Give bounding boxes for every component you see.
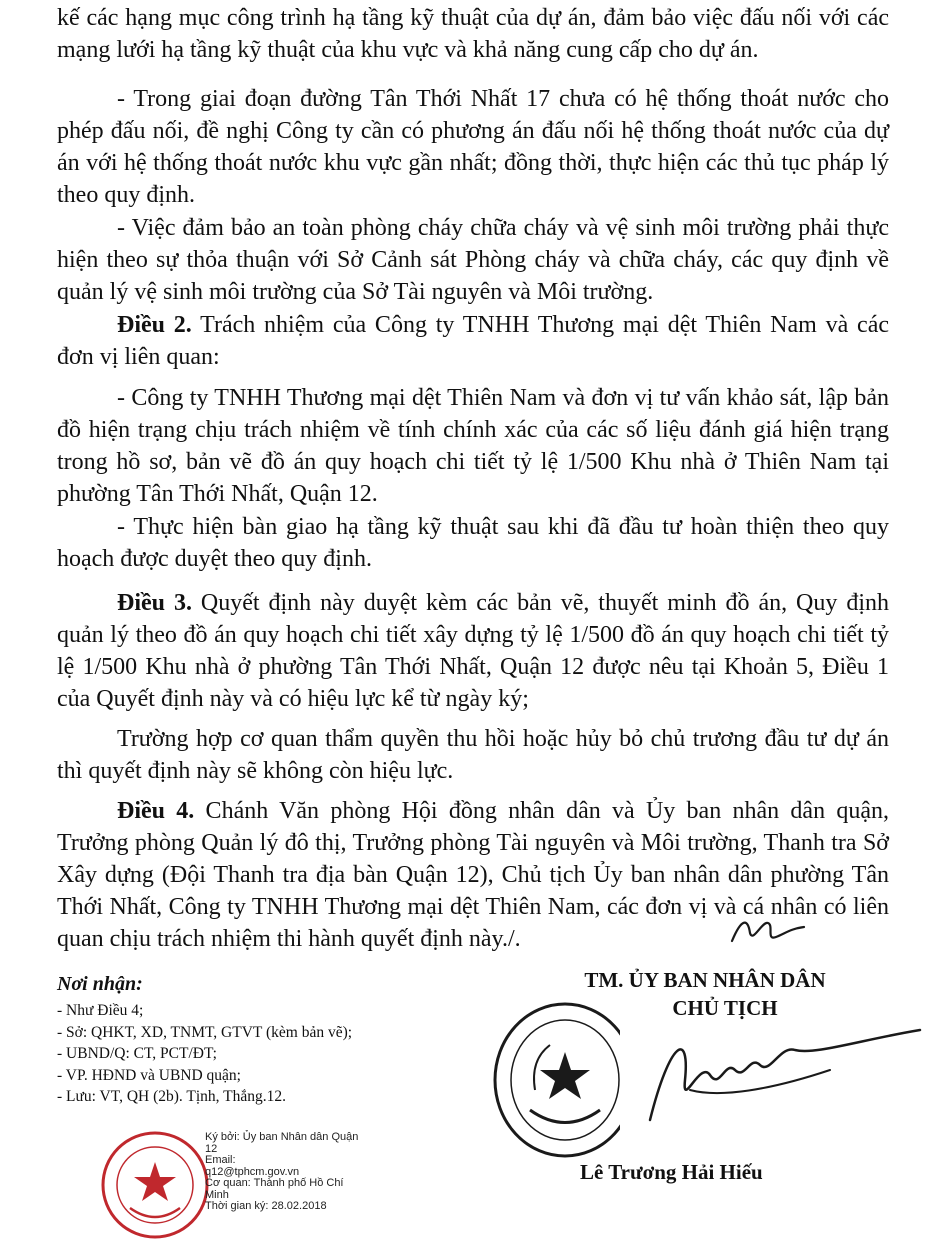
paragraph-fire-safety — [57, 212, 889, 308]
paragraph-text: Trách nhiệm của Công ty TNHH Thương mại dệt Thiên Nam và các đơn vị liên quan: — [57, 312, 889, 370]
signer-name: Lê Trương Hải Hiếu — [580, 1160, 763, 1184]
paragraph-text: Chánh Văn phòng Hội đồng nhân dân và Ủy ban nhân dân quận, Trưởng phòng Quản lý đô thị, Trưởng phòng Tài nguyên và Môi trường, Thanh tra Sở Xây dựng (Đội Thanh tra địa bàn Quận 12), Chủ tịch Ủy ban nhân dân phường Tân Thới Nhất, Công ty TNHH Thương mại dệt Thiên Nam, các đơn vị và cá nhân có liên quan chịu trách nhiệm thi hành quyết định này./. — [57, 798, 890, 952]
recipient-item: - VP. HĐND và UBND quận; — [57, 1066, 241, 1084]
paragraph-revocation — [57, 723, 889, 787]
paragraph-text: - Trong giai đoạn đường Tân Thới Nhất 17 chưa có hệ thống thoát nước cho phép đấu nối, đề nghị Công ty cần có phương án đấu nối hệ thống thoát nước của dự án với hệ thống thoát nước khu vực gần nhất; đồng thời, thực hiện các thủ tục pháp lý theo quy định. — [57, 86, 889, 208]
article-3-heading: Điều 3. — [117, 590, 192, 616]
recipients-title: Nơi nhận: — [57, 973, 143, 995]
e-signature-email: q12@tphcm.gov.vn — [205, 1165, 300, 1178]
digital-seal-icon — [100, 1130, 210, 1240]
paragraph-text: - Thực hiện bàn giao hạ tầng kỹ thuật sau khi đã đầu tư hoàn thiện theo quy hoạch được duyệt theo quy định. — [57, 514, 889, 572]
signature-role: CHỦ TỊCH — [672, 996, 778, 1020]
paragraph-handover — [57, 511, 889, 575]
paragraph-text: kế các hạng mục công trình hạ tầng kỹ thuật của dự án, đảm bảo việc đấu nối với các mạng lưới hạ tầng kỹ thuật của khu vực và khả năng cung cấp cho dự án. — [57, 5, 889, 63]
paragraph-text: - Công ty TNHH Thương mại dệt Thiên Nam và đơn vị tư vấn khảo sát, lập bản đồ hiện trạng chịu trách nhiệm về tính chính xác của các số liệu đánh giá hiện trạng trong hồ sơ, bản vẽ đồ án quy hoạch chi tiết tỷ lệ 1/500 Khu nhà ở Thiên Nam tại phường Tân Thới Nhất, Quận 12. — [57, 385, 889, 507]
article-3 — [57, 587, 889, 715]
e-signature-info — [205, 1132, 365, 1213]
paragraph-drainage — [57, 83, 889, 211]
paragraph-infrastructure-connection — [57, 2, 889, 66]
e-signature-time: Thời gian ký: 28.02.2018 — [205, 1200, 327, 1212]
initials-mark — [728, 913, 808, 947]
article-4-heading: Điều 4. — [117, 798, 195, 824]
e-signature-agency: Cơ quan: Thành phố Hồ Chí Minh — [205, 1177, 344, 1201]
recipient-item: - Lưu: VT, QH (2b). Tịnh, Thắng.12. — [57, 1088, 286, 1105]
article-2 — [57, 309, 889, 373]
e-signature-email-label: Email: — [205, 1154, 236, 1166]
recipient-item: - UBND/Q: CT, PCT/ĐT; — [57, 1045, 217, 1062]
paragraph-text: Quyết định này duyệt kèm các bản vẽ, thuyết minh đồ án, Quy định quản lý theo đồ án quy hoạch chi tiết xây dựng tỷ lệ 1/500 đồ án quy hoạch chi tiết tỷ lệ 1/500 Khu nhà ở phường Tân Thới Nhất, Quận 12 được nêu tại Khoản 5, Điều 1 của Quyết định này và có hiệu lực kể từ ngày ký; — [57, 590, 890, 712]
recipient-item: - Như Điều 4; — [57, 1002, 144, 1019]
recipient-item: - Sở: QHKT, XD, TNMT, GTVT (kèm bản vẽ); — [57, 1023, 353, 1041]
paragraph-text: Trường hợp cơ quan thẩm quyền thu hồi hoặc hủy bỏ chủ trương đầu tư dự án thì quyết định này sẽ không còn hiệu lực. — [57, 726, 889, 784]
signature-org: TM. ỦY BAN NHÂN DÂN — [584, 968, 826, 992]
handwritten-signature — [630, 1020, 930, 1140]
e-signature-signer: Ký bởi: Ủy ban Nhân dân Quận 12 — [205, 1131, 359, 1155]
paragraph-survey-responsibility — [57, 382, 889, 510]
article-2-heading: Điều 2. — [117, 312, 192, 338]
official-seal-icon — [490, 1000, 620, 1160]
recipients-block — [57, 972, 487, 1108]
paragraph-text: - Việc đảm bảo an toàn phòng cháy chữa cháy và vệ sinh môi trường phải thực hiện theo sự thỏa thuận với Sở Cảnh sát Phòng cháy và chữa cháy, các quy định về quản lý vệ sinh môi trường của Sở Tài nguyên và Môi trường. — [57, 215, 889, 305]
